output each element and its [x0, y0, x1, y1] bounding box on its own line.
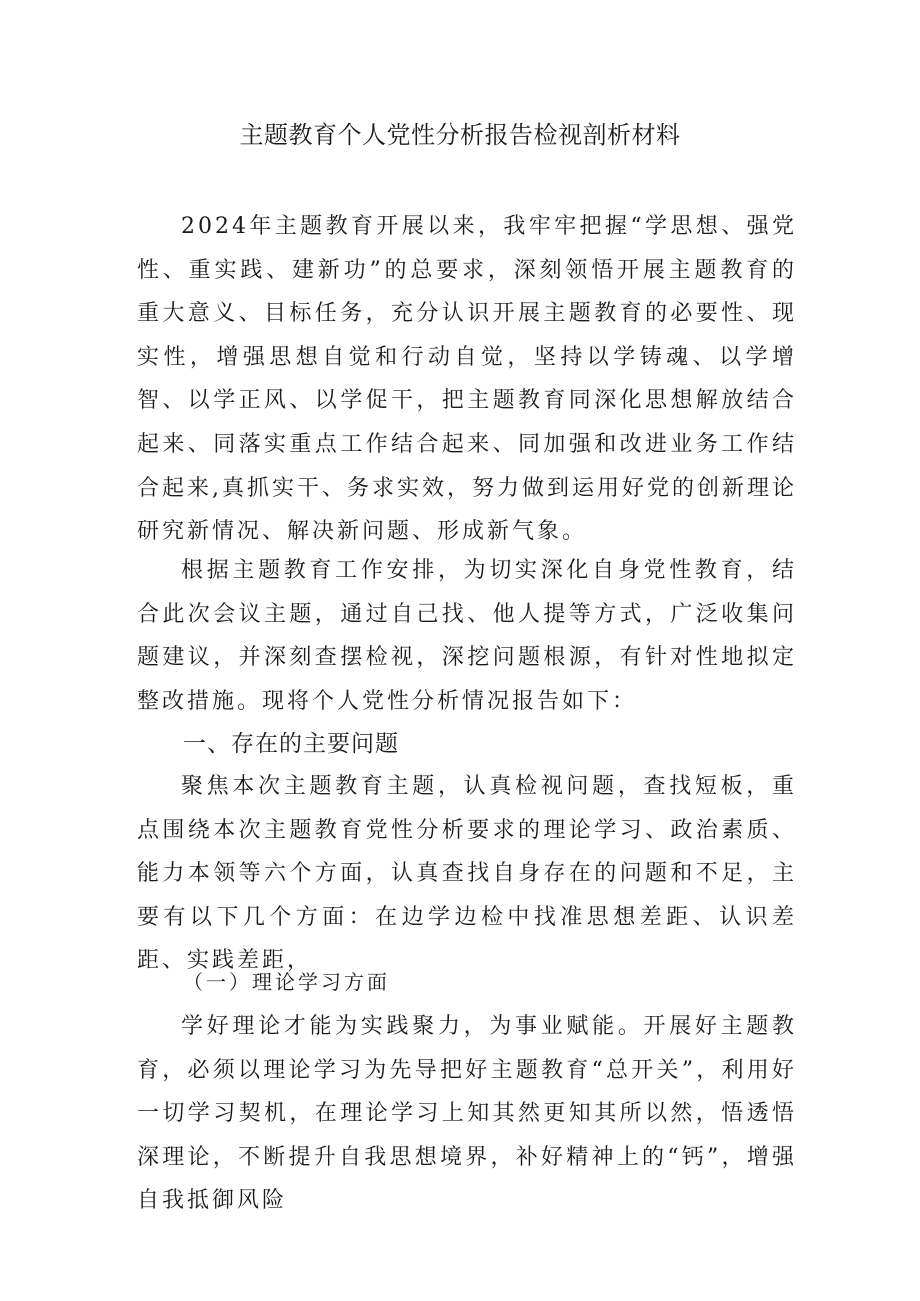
- intro-paragraph-1: 2024年主题教育开展以来，我牢牢把握“学思想、强党性、重实践、建新功”的总要求，深刻领悟开展主题教育的重大意义、目标任务，充分认识开展主题教育的必要性、现实性，增强思想自觉和行动自觉，坚持以学铸魂、以学增智、以学正风、以学促干，把主题教育同深化思想解放结合起来、同落实重点工作结合起来、同加强和改进业务工作结合起来,真抓实干、务求实效，努力做到运用好党的创新理论研究新情况、解决新问题、形成新气象。: [137, 214, 797, 545]
- intro-paragraph-2: 根据主题教育工作安排，为切实深化自身党性教育，结合此次会议主题，通过自己找、他人提等方式，广泛收集问题建议，并深刻查摆检视，深挖问题根源，有针对性地拟定整改措施。现将个人党性分析情况报告如下：: [137, 558, 797, 714]
- document-title: 主题教育个人党性分析报告检视剖析材料: [239, 121, 681, 149]
- section-heading-main-problems: 一、存在的主要问题: [183, 731, 399, 757]
- section-1-paragraph: 聚焦本次主题教育主题，认真检视问题，查找短板，重点围绕本次主题教育党性分析要求的理论学习、政治素质、能力本领等六个方面，认真查找自身存在的问题和不足，主要有以下几个方面：在边学边检中找准思想差距、认识差距、实践差距，: [137, 774, 797, 974]
- subsection-heading-theory-study: （一）理论学习方面: [183, 970, 390, 994]
- subsection-1-paragraph: 学好理论才能为实践聚力，为事业赋能。开展好主题教育，必须以理论学习为先导把好主题教育“总开关”，利用好一切学习契机，在理论学习上知其然更知其所以然，悟透悟深理论，不断提升自我思想境界，补好精神上的“钙”，增强自我抵御风险: [137, 1014, 797, 1214]
